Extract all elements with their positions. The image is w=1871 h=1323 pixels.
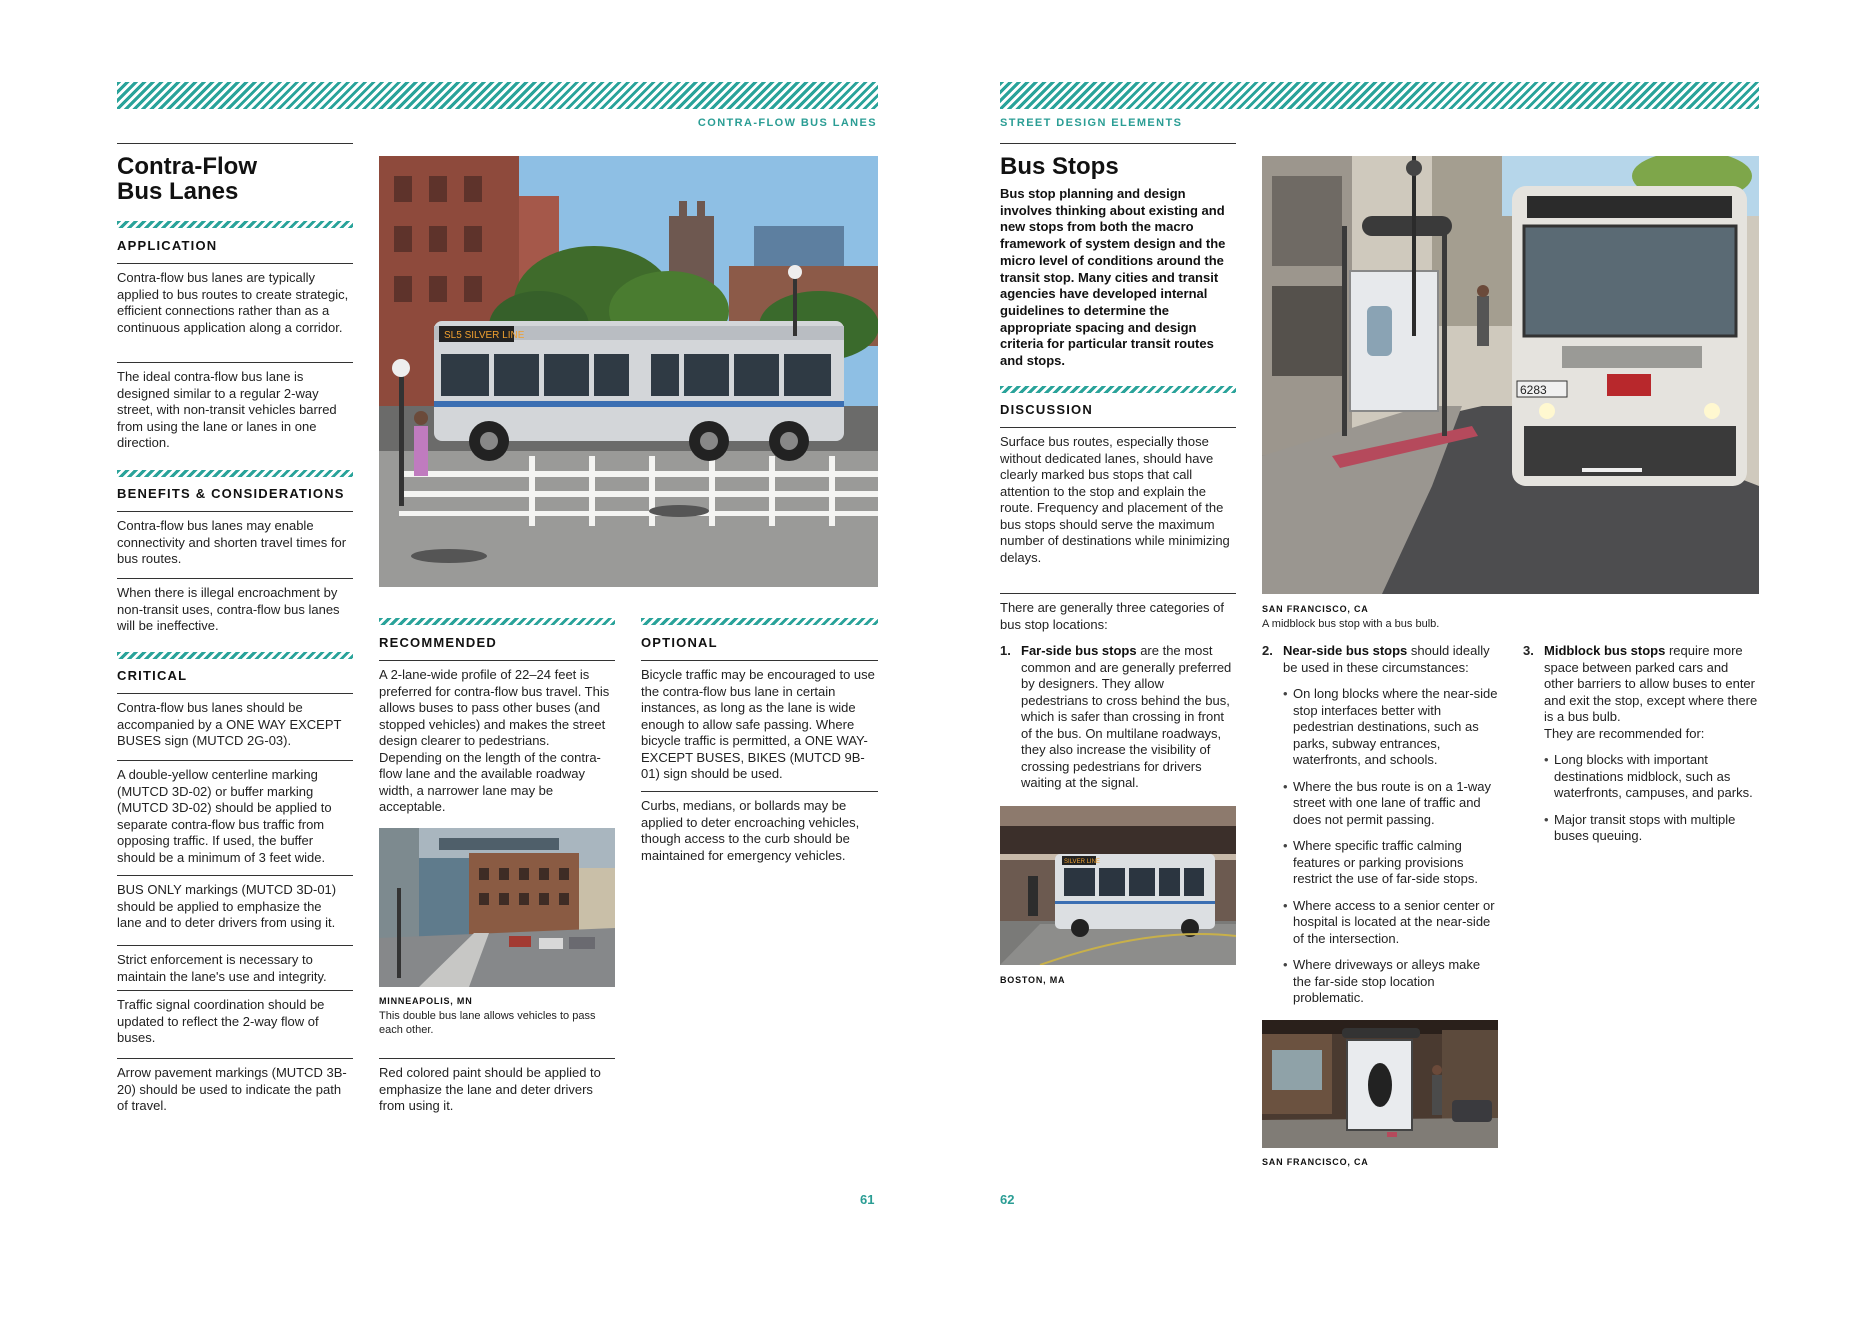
near-side-keyword: Near-side bus stops <box>1283 643 1408 658</box>
section-hatch <box>379 618 615 625</box>
section-hatch <box>641 618 878 625</box>
divider <box>117 263 353 264</box>
optional-paragraph: Bicycle traffic may be encouraged to use the contra-flow bus lane in certain instances, as long as the lane is wide enough to allow safe passing. Where bicycle traffic is permitted, a ONE WAY-EXCEPT BUSES, BIKES (MUTCD 9B-01) sign should be used. <box>641 667 875 781</box>
near-side-bullets <box>1262 686 1498 1007</box>
list-item: • Long blocks with important destinations midblock, such as waterfronts, campuses, and parks. <box>1544 752 1759 802</box>
benefits-paragraph: When there is illegal encroachment by non-transit uses, contra-flow bus lanes will be ineffective. <box>117 585 340 633</box>
left-top-band <box>117 82 878 109</box>
application-heading: APPLICATION <box>117 238 218 253</box>
divider <box>1000 143 1236 144</box>
midblock-text: require more space between parked cars and other barriers to allow buses to enter and exit the stop, except where there is a bus bulb. <box>1544 643 1758 724</box>
benefits-heading: BENEFITS & CONSIDERATIONS <box>117 486 345 501</box>
boston-bus-sign: SILVER LINE <box>1064 859 1100 865</box>
san-francisco-shelter-illustration <box>1262 1020 1498 1148</box>
san-francisco-bus-bulb-photo <box>1262 156 1759 594</box>
page-number: 62 <box>1000 1192 1015 1207</box>
san-francisco-shelter-photo <box>1262 1020 1498 1148</box>
discussion-paragraph: Surface bus routes, especially those without dedicated lanes, should have clearly marked bus stops that call attention to the stop and explain the route. Frequency and placement of the bus stops should serve the maximum number of destinations while minimizing delays. <box>1000 434 1230 565</box>
divider <box>117 945 353 946</box>
divider <box>1000 427 1236 428</box>
critical-paragraph: Traffic signal coordination should be updated to reflect the 2-way flow of buses. <box>117 997 325 1045</box>
item-number: 3. <box>1523 643 1534 658</box>
critical-paragraph: BUS ONLY markings (MUTCD 3D-01) should be applied to emphasize the lane and to deter drivers from using it. <box>117 882 337 930</box>
san-francisco-bus-illustration <box>1262 156 1759 594</box>
page-number: 61 <box>860 1192 875 1207</box>
section-hatch <box>117 470 353 477</box>
list-item: • Where the bus route is on a 1-way street with one lane of traffic and does not permit passing. <box>1283 779 1498 829</box>
recommended-paragraph-2: Red colored paint should be applied to emphasize the lane and deter drivers from using it. <box>379 1065 601 1113</box>
section-hatch <box>117 221 353 228</box>
page-title-line1: Contra-Flow <box>117 153 257 180</box>
optional-paragraph: Curbs, medians, or bollards may be applied to deter encroaching vehicles, though access to the curb should be maintained for emergency vehicles. <box>641 798 860 863</box>
list-item: • Major transit stops with multiple buses queuing. <box>1544 812 1759 845</box>
critical-paragraph: Contra-flow bus lanes should be accompanied by a ONE WAY EXCEPT BUSES sign (MUTCD 2G-03). <box>117 700 342 748</box>
divider <box>379 660 615 661</box>
far-side-text: are the most common and are generally preferred by designers. They allow pedestrians to cross behind the bus, which is safer than crossing in front of the bus. On multilane roadways, they also increase the visibility of crossing pedestrians for drivers waiting at the signal. <box>1021 643 1232 790</box>
far-side-keyword: Far-side bus stops <box>1021 643 1137 658</box>
critical-paragraph: Strict enforcement is necessary to maintain the lane's use and integrity. <box>117 952 327 984</box>
bus-destination-sign: SL5 SILVER LINE <box>444 330 525 341</box>
near-side-text: should ideally be used in these circumstances: <box>1283 643 1490 675</box>
minneapolis-street-illustration <box>379 828 615 987</box>
discussion-heading: DISCUSSION <box>1000 402 1093 417</box>
midblock-bullets <box>1523 752 1759 845</box>
item-number: 1. <box>1000 643 1011 658</box>
recommended-paragraph: A 2-lane-wide profile of 22–24 feet is preferred for contra-flow bus travel. This allows buses to pass other buses (and stopped vehicles) and makes the street design clearer to pedestrians. Depending on the length of the contra-flow lane and the available roadway width, a narrower lane may be acceptable. <box>379 667 610 814</box>
divider <box>117 760 353 761</box>
list-item: • On long blocks where the near-side stop interfaces better with pedestrian destinations, such as parks, subway entrances, waterfronts, and schools. <box>1283 686 1498 769</box>
sf-bus-number: 6283 <box>1520 383 1547 397</box>
lead-paragraph: Bus stop planning and design involves thinking about existing and new stops from both the macro framework of system design and the micro level of conditions around the transit stop. Many cities and transit agencies have developed internal guidelines to determine the appropriate spacing and design criteria for particular transit routes and stops. <box>1000 186 1226 369</box>
divider <box>379 1058 615 1059</box>
divider <box>117 1058 353 1059</box>
sf-caption-title: SAN FRANCISCO, CA <box>1262 604 1369 614</box>
list-item: • Where driveways or alleys make the far-side stop location problematic. <box>1283 957 1498 1007</box>
boston-caption: BOSTON, MA <box>1000 975 1066 985</box>
recommended-heading: RECOMMENDED <box>379 635 497 650</box>
critical-heading: CRITICAL <box>117 668 188 683</box>
divider <box>117 693 353 694</box>
divider <box>117 362 353 363</box>
divider <box>641 660 878 661</box>
boston-stop-photo <box>1000 806 1236 965</box>
application-paragraph: The ideal contra-flow bus lane is designed similar to a regular 2-way street, with non-transit vehicles barred from using the lane or lanes in one direction. <box>117 369 337 450</box>
far-side-item <box>1000 643 1232 792</box>
page-title: Bus Stops <box>1000 153 1119 180</box>
application-paragraph: Contra-flow bus lanes are typically applied to bus routes to create strategic, efficient connections rather than as a continuous application along a corridor. <box>117 270 349 335</box>
item-number: 2. <box>1262 643 1273 658</box>
midblock-keyword: Midblock bus stops <box>1544 643 1666 658</box>
divider <box>117 143 353 144</box>
section-hatch <box>117 652 353 659</box>
critical-paragraph: Arrow pavement markings (MUTCD 3B-20) should be used to indicate the path of travel. <box>117 1065 347 1113</box>
list-item: • Where specific traffic calming features or parking provisions restrict the use of far-side stops. <box>1283 838 1498 888</box>
divider <box>117 875 353 876</box>
boston-stop-illustration <box>1000 806 1236 965</box>
near-side-item <box>1262 643 1498 1017</box>
boston-bus-illustration <box>379 156 878 587</box>
boston-bus-photo <box>379 156 878 587</box>
sf-caption-2: SAN FRANCISCO, CA <box>1262 1157 1369 1167</box>
divider <box>117 511 353 512</box>
benefits-paragraph: Contra-flow bus lanes may enable connectivity and shorten travel times for bus routes. <box>117 518 347 566</box>
minneapolis-caption: This double bus lane allows vehicles to pass each other. <box>379 1010 596 1036</box>
page-title <box>117 154 353 204</box>
minneapolis-photo <box>379 828 615 987</box>
critical-paragraph: A double-yellow centerline marking (MUTCD 3D-02) or buffer marking (MUTCD 3D-02) should be applied to separate contra-flow bus traffic from opposing traffic. If used, the buffer should be a minimum of 3 feet wide. <box>117 767 332 865</box>
list-item: • Where access to a senior center or hospital is located at the near-side of the intersection. <box>1283 898 1498 948</box>
divider <box>1000 593 1236 594</box>
left-running-head: CONTRA-FLOW BUS LANES <box>697 117 877 129</box>
minneapolis-caption-title: MINNEAPOLIS, MN <box>379 996 473 1006</box>
divider <box>117 578 353 579</box>
page-title-line2: Bus Lanes <box>117 178 239 205</box>
divider <box>641 791 878 792</box>
sf-caption-text: A midblock bus stop with a bus bulb. <box>1262 618 1440 630</box>
midblock-subtext: They are recommended for: <box>1544 725 1705 741</box>
optional-heading: OPTIONAL <box>641 635 718 650</box>
categories-intro: There are generally three categories of bus stop locations: <box>1000 600 1225 632</box>
right-running-head: STREET DESIGN ELEMENTS <box>1000 117 1183 129</box>
divider <box>117 990 353 991</box>
section-hatch <box>1000 386 1236 393</box>
midblock-item <box>1523 643 1759 855</box>
right-top-band <box>1000 82 1759 109</box>
